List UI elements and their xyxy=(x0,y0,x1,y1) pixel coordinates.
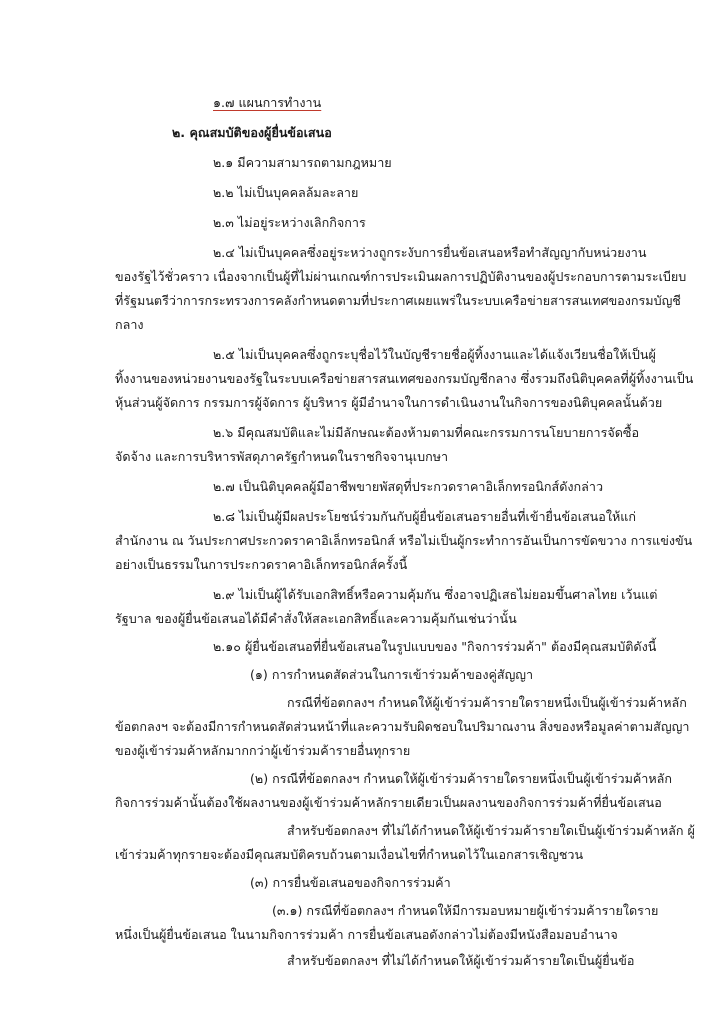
paragraph-line: กลาง xyxy=(115,317,144,332)
sub-item-3: (๓) การยื่นข้อเสนอของกิจการร่วมค้า xyxy=(250,875,451,890)
paragraph-line: ของรัฐไว้ชั่วคราว เนื่องจากเป็นผู้ที่ไม่ผ่านเกณฑ์การประเมินผลการปฏิบัติงานของผู้ประกอบการตามระเบียบ xyxy=(115,269,687,284)
paragraph-line: หนึ่งเป็นผู้ยื่นข้อเสนอ ในนามกิจการร่วมค้า การยื่นข้อเสนอดังกล่าวไม่ต้องมีหนังสือมอบอำนาจ xyxy=(115,927,618,942)
paragraph-line: หุ้นส่วนผู้จัดการ กรรมการผู้จัดการ ผู้บริหาร ผู้มีอำนาจในการดำเนินงานในกิจการของนิติบุคคลนั้นด้วย xyxy=(115,395,663,410)
item-2-10: ๒.๑๐ ผู้ยื่นข้อเสนอที่ยื่นข้อเสนอในรูปแบบของ "กิจการร่วมค้า" ต้องมีคุณสมบัติดังนี้ xyxy=(213,639,657,654)
paragraph-line: ข้อตกลงฯ จะต้องมีการกำหนดสัดส่วนหน้าที่และความรับผิดชอบในปริมาณงาน สิ่งของหรือมูลค่าตามสัญญา xyxy=(115,719,690,734)
paragraph-line: จัดจ้าง และการบริหารพัสดุภาครัฐกำหนดในราชกิจจานุเบกษา xyxy=(115,449,449,464)
sub-item-1: (๑) การกำหนดสัดส่วนในการเข้าร่วมค้าของคู่สัญญา xyxy=(250,667,534,682)
item-2-8: ๒.๘ ไม่เป็นผู้มีผลประโยชน์ร่วมกันกับผู้ยื่นข้อเสนอรายอื่นที่เข้ายื่นข้อเสนอให้แก่ xyxy=(213,509,637,524)
paragraph-line: กรณีที่ข้อตกลงฯ กำหนดให้ผู้เข้าร่วมค้ารายใดรายหนึ่งเป็นผู้เข้าร่วมค้าหลัก xyxy=(287,695,687,710)
paragraph-line: ที่รัฐมนตรีว่าการกระทรวงการคลังกำหนดตามที่ประกาศเผยแพร่ในระบบเครือข่ายสารสนเทศของกรมบัญชี xyxy=(115,293,681,308)
paragraph-line: กิจการร่วมค้านั้นต้องใช้ผลงานของผู้เข้าร่วมค้าหลักรายเดียวเป็นผลงานของกิจการร่วมค้าที่ยื่นข้อเสนอ xyxy=(115,795,662,810)
section-1-7-heading: ๑.๗ แผนการทำงาน xyxy=(213,95,322,110)
item-2-2: ๒.๒ ไม่เป็นบุคคลล้มละลาย xyxy=(213,185,359,200)
item-2-6: ๒.๖ มีคุณสมบัติและไม่มีลักษณะต้องห้ามตามที่คณะกรรมการนโยบายการจัดซื้อ xyxy=(213,425,640,440)
paragraph-line: ของผู้เข้าร่วมค้าหลักมากกว่าผู้เข้าร่วมค้ารายอื่นทุกราย xyxy=(115,743,411,758)
paragraph-line: สำนักงาน ณ วันประกาศประกวดราคาอิเล็กทรอนิกส์ หรือไม่เป็นผู้กระทำการอันเป็นการขัดขวาง การแข่งขัน xyxy=(115,533,693,548)
sub-item-2: (๒) กรณีที่ข้อตกลงฯ กำหนดให้ผู้เข้าร่วมค้ารายใดรายหนึ่งเป็นผู้เข้าร่วมค้าหลัก xyxy=(250,771,673,786)
paragraph-line: เข้าร่วมค้าทุกรายจะต้องมีคุณสมบัติครบถ้วนตามเงื่อนไขที่กำหนดไว้ในเอกสารเชิญชวน xyxy=(115,847,584,862)
item-2-7: ๒.๗ เป็นนิติบุคคลผู้มีอาชีพขายพัสดุที่ประกวดราคาอิเล็กทรอนิกส์ดังกล่าว xyxy=(213,479,604,494)
paragraph-line: สำหรับข้อตกลงฯ ที่ไม่ได้กำหนดให้ผู้เข้าร่วมค้ารายใดเป็นผู้ยื่นข้อ xyxy=(287,953,635,968)
paragraph-line: สำหรับข้อตกลงฯ ที่ไม่ได้กำหนดให้ผู้เข้าร่วมค้ารายใดเป็นผู้เข้าร่วมค้าหลัก ผู้ xyxy=(287,823,695,838)
paragraph-line: รัฐบาล ของผู้ยื่นข้อเสนอได้มีคำสั่งให้สละเอกสิทธิ์และความคุ้มกันเช่นว่านั้น xyxy=(115,611,517,626)
section-2-heading: ๒. คุณสมบัติของผู้ยื่นข้อเสนอ xyxy=(172,125,332,140)
item-2-5: ๒.๕ ไม่เป็นบุคคลซึ่งถูกระบุชื่อไว้ในบัญชีรายชื่อผู้ทิ้งงานและได้แจ้งเวียนชื่อให้เป็นผู้ xyxy=(213,347,656,362)
item-2-1: ๒.๑ มีความสามารถตามกฎหมาย xyxy=(213,155,392,170)
item-2-4: ๒.๔ ไม่เป็นบุคคลซึ่งอยู่ระหว่างถูกระงับการยื่นข้อเสนอหรือทำสัญญากับหน่วยงาน xyxy=(213,245,647,260)
paragraph-line: อย่างเป็นธรรมในการประกวดราคาอิเล็กทรอนิกส์ครั้งนี้ xyxy=(115,557,408,572)
paragraph-line: ทิ้งงานของหน่วยงานของรัฐในระบบเครือข่ายสารสนเทศของกรมบัญชีกลาง ซึ่งรวมถึงนิติบุคคลที่ผู้ทิ้งงานเป็น xyxy=(115,371,694,386)
item-2-3: ๒.๓ ไม่อยู่ระหว่างเลิกกิจการ xyxy=(213,215,366,230)
sub-item-3-1: (๓.๑) กรณีที่ข้อตกลงฯ กำหนดให้มีการมอบหมายผู้เข้าร่วมค้ารายใดราย xyxy=(272,903,659,918)
item-2-9: ๒.๙ ไม่เป็นผู้ได้รับเอกสิทธิ์หรือความคุ้มกัน ซึ่งอาจปฏิเสธไม่ยอมขึ้นศาลไทย เว้นแต่ xyxy=(213,587,658,602)
